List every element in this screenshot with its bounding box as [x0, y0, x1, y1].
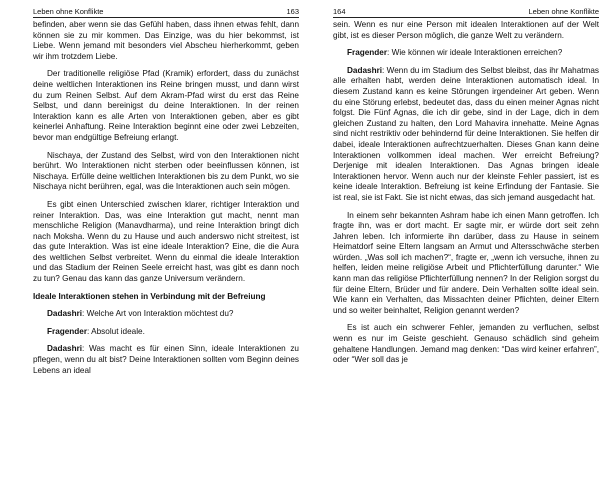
page-body — [33, 20, 299, 376]
speaker-name: Fragender — [47, 326, 88, 336]
speaker-name: Fragender — [347, 48, 388, 58]
dialogue-text: Wenn du im Stadium des Selbst bleibst, das ihr Mahatmas alle erhalten habt, werden deine Interaktionen automatisch ideal. In diesem Zustand kann es keine Störungen irgendeiner Art geben. Wenn du eine Störung erlebst, bedeutet das, dass du einen meiner Agnas nicht folgst. Die Fünf Agnas, die ich dir gebe, sind in der Lage, dich in dem gleichen Zustand zu halten, den Lord Mahavira innehatte. Meine Agnas sind nicht restriktiv oder behindernd für deine Interaktionen. Sie helfen dir dabei, ideale Interaktionen aufrechtzuerhalten. Dieses Gnan kann deine Interaktionen vollkommen ideal machen. Wer erreicht Befreiung? Derjenige mit idealen Interaktionen. Das Agnas bringen ideale Interaktionen hervor. Wenn auch nur der kleinste Fehler passiert, ist es keine ideale Interaktion. Befreiung ist keine Erfindung der Fantasie. Sie ist real, sie ist Fakt. Sie ist nicht etwas, das sich jemand ausgedacht hat. — [333, 65, 599, 202]
dialogue-text: Absolut ideale. — [91, 326, 145, 336]
paragraph: Der traditionelle religiöse Pfad (Kramik) erfordert, dass du zunächst deine weltlichen Interaktionen ins Reine bringen musst, und dann wirst du zum Reinen Selbst. Auf dem Akram-Pfad wirst du erst das Reine Selbst, und dann bereinigst du deine Interaktionen. In der reinen Interaktion kann es alle Arten von Interaktionen geben, aber es gibt keinerlei Anhaftung. Reine Interaktion beginnt eine oder zwei Lebzeiten, bevor man endgültige Befreiung erlangt. — [33, 69, 299, 142]
right-page — [333, 0, 599, 366]
paragraph: Es gibt einen Unterschied zwischen klarer, richtiger Interaktion und reiner Interaktion. Das, was eine Interaktion gut macht, nennt man menschliche Religion (Manavdharma), und reine Interaktion bringt dich nach Moksha. Wenn du zu Hause und auch anderswo nicht streitest, ist das gute Interaktion. Was ist eine ideale Interaktion? Eine, die die Aura des weltlichen Selbst verbreitet. Wenn du einmal die ideale Interaktion und das Stadium der Reinen Seele erreicht hast, was gibt es dann noch zu tun? Genau das kann das ganze Universum verändern. — [33, 199, 299, 284]
page-number: 163 — [286, 7, 299, 16]
dialogue-text: Welche Art von Interaktion möchtest du? — [86, 309, 234, 319]
page-header — [333, 7, 599, 18]
dialogue-line: Dadashri: Wenn du im Stadium des Selbst bleibst, das ihr Mahatmas alle erhalten habt, werden deine Interaktionen automatisch ideal. In diesem Zustand kann es keine Störungen irgendeiner Art geben. Wenn du eine Störung erlebst, bedeutet das, dass du einen meiner Agnas nicht folgst. Die Fünf Agnas, die ich dir gebe, sind in der Lage, dich in dem gleichen Zustand zu halten, den Lord Mahavira innehatte. Meine Agnas sind nicht restriktiv oder behindernd für deine Interaktionen. Sie helfen dir dabei, ideale Interaktionen aufrechtzuerhalten. Dieses Gnan kann deine Interaktionen vollkommen ideal machen. Wer erreicht Befreiung? Derjenige mit idealen Interaktionen. Das Agnas bringen ideale Interaktionen hervor. Wenn auch nur der kleinste Fehler passiert, ist es keine ideale Interaktion. Befreiung ist keine Erfindung der Fantasie. Sie ist real, sie ist Fakt. Sie ist nicht etwas, das sich jemand ausgedacht hat. — [333, 65, 599, 202]
paragraph: Nischaya, der Zustand des Selbst, wird von den Interaktionen nicht berührt. Wo Interaktionen nicht sterben oder beeinflussen können, ist Nischaya. Erfülle deine weltlichen Interaktionen bis zu dem Punkt, wo sie Nischaya nicht berühren, egal, was die Interaktionen auch sein mögen. — [33, 150, 299, 192]
dialogue-line: Fragender: Wie können wir ideale Interaktionen erreichen? — [347, 48, 563, 58]
page-header — [33, 7, 299, 18]
paragraph: sein. Wenn es nur eine Person mit idealen Interaktionen auf der Welt gibt, ist es dieser Person möglich, die ganze Welt zu verändern. — [333, 20, 599, 40]
speaker-name: Dadashri — [347, 65, 383, 75]
paragraph: In einem sehr bekannten Ashram habe ich einen Mann getroffen. Ich fragte ihn, was er dort macht. Er sagte mir, er würde dort seit zehn Jahren leben. Ich informierte ihn darüber, dass zu Hause in seinem Heimatdorf seine Eltern langsam an Armut und Altersschwäche sterben würden. „Was soll ich machen?“, fragte er, „wenn ich versuche, ihnen zu helfen, leiden meine religiöse Arbeit und Pflichterfüllung darunter.“ Wie kann man das religiöse Pflichterfüllung nennen? In der Religion sorgst du für deine Eltern, Brüder und für andere. Dein Verhalten sollte ideal sein. Wie kann ein Verhalten, das Missachten deiner Pflichten, deiner Eltern und so weiter beinhaltet, Religion genannt werden? — [333, 210, 599, 315]
page-body — [333, 20, 599, 366]
paragraph: befinden, aber wenn sie das Gefühl haben, dass ihnen etwas fehlt, dann können sie zu mir kommen. Das Einzige, was du hier bekommst, ist Liebe. Wenn jemand mit besonders viel Abscheu hierherkommt, geben wir ihm trotzdem Liebe. — [33, 20, 299, 61]
dialogue-text: Wie können wir ideale Interaktionen erreichen? — [391, 48, 563, 58]
page-number: 164 — [333, 7, 346, 16]
dialogue-line: Dadashri: Was macht es für einen Sinn, ideale Interaktionen zu pflegen, wenn du alt bist? Deine Interaktionen sollten vom Beginn deines Lebens an ideal — [33, 344, 299, 375]
dialogue-line: Dadashri: Welche Art von Interaktion möchtest du? — [47, 309, 234, 319]
speaker-name: Dadashri — [47, 309, 83, 319]
dialogue-line: Fragender: Absolut ideale. — [47, 326, 145, 336]
left-page — [33, 0, 299, 376]
section-heading: Ideale Interaktionen stehen in Verbindung mit der Befreiung — [33, 291, 266, 301]
speaker-name: Dadashri — [47, 344, 83, 354]
dialogue-text: Was macht es für einen Sinn, ideale Interaktionen zu pflegen, wenn du alt bist? Deine Interaktionen sollten vom Beginn deines Lebens an ideal — [33, 344, 299, 375]
paragraph: Es ist auch ein schwerer Fehler, jemanden zu verfluchen, selbst wenn es nur im Geiste geschieht. Genauso schädlich sind geheim gehaltene Handlungen. Jemand mag denken: “Das wird keiner erfahren”, oder “Wer soll das je — [333, 323, 599, 365]
running-title: Leben ohne Konflikte — [528, 7, 599, 16]
running-title: Leben ohne Konflikte — [33, 7, 104, 16]
